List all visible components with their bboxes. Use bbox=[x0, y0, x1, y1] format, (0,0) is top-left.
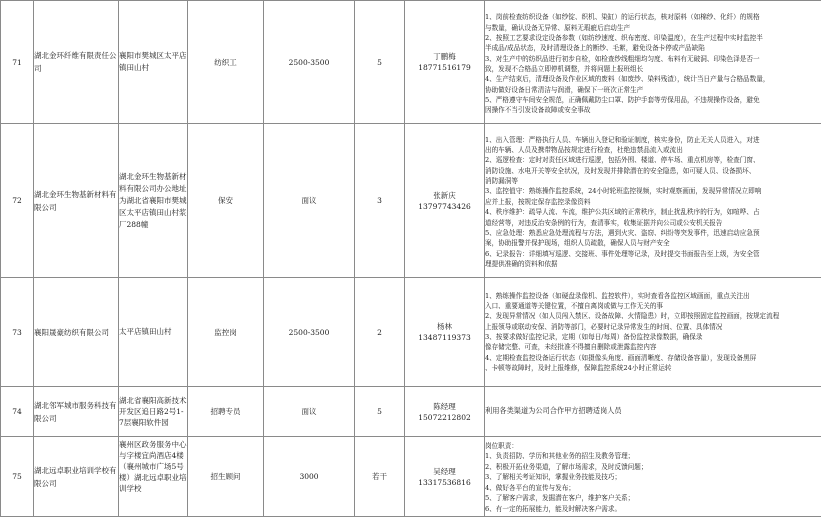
duty-line: 因操作不当引发设备故障或安全事故 bbox=[485, 105, 821, 115]
duty-line: 应并上报，按规定保存监控录像资料 bbox=[485, 197, 821, 207]
duty-line: 半成品/成品状态，及时清理设备上的断纱、毛絮，避免设备卡停或产品缺陷 bbox=[485, 43, 821, 53]
work-address: 湖北省襄阳高新技术开发区追日路2号1-7层襄阳软件园 bbox=[119, 387, 188, 437]
duty-line: 4、生产结束后，清理设备及作业区域的废料（如废纱、染料残渣），统计当日产量与合格品数量， bbox=[485, 74, 821, 84]
duty-line: 消防漏洞等 bbox=[485, 176, 821, 186]
duty-line: 5、应急处理：熟悉应急处理流程与方法，遇到火灾、盗窃、纠纷等突发事件，迅速启动应急预 bbox=[485, 228, 821, 238]
contact bbox=[405, 387, 485, 437]
contact-name: 张新庆 bbox=[405, 190, 484, 201]
company-name: 湖北邻军城市服务科技有限公司 bbox=[34, 387, 119, 437]
duty-line: 6、记录报告：详细填写巡逻、交接班、事件处理等记录，及时提交书面报告至上级，为安全管 bbox=[485, 249, 821, 259]
work-address: 襄州区政务服务中心与字楼宜尚酒店4楼（襄州城市广场5号楼）湖北远卓职业培训学校 bbox=[119, 437, 188, 517]
duty-line: 消防设施、水电开关等安全状况，及时发现并排除潜在的安全隐患，如可疑人员、设备损坏、 bbox=[485, 166, 821, 176]
duty-line: 致，发现不合格品立即停机调整，并将问题上报班组长 bbox=[485, 64, 821, 74]
job-title: 纺织工 bbox=[188, 1, 264, 124]
job-duties bbox=[485, 437, 821, 517]
contact-name: 吴经理 bbox=[405, 466, 484, 477]
duty-line: 2、发现异常情况（如人员闯入禁区、设备故障、火情隐患）时，立即按照固定监控画面，按规定流程 bbox=[485, 311, 821, 321]
duty-line: 1、熟练操作监控设备（如硬盘录像机、监控软件），实时查看各监控区域画面，重点关注出 bbox=[485, 291, 821, 301]
table-row bbox=[1, 1, 821, 124]
contact bbox=[405, 124, 485, 278]
duty-line: 岗位职责： bbox=[485, 441, 821, 452]
salary: 2500-3500 bbox=[264, 278, 355, 387]
headcount: 5 bbox=[355, 1, 405, 124]
table-row bbox=[1, 124, 821, 278]
duty-line: 1、负责招防、学历和其他业务的招生及教务管理； bbox=[485, 451, 821, 462]
duty-line: 4、定期检查监控设备运行状态（如摄像头角度、画面清晰度、存储设备容量），发现设备黑屏 bbox=[485, 353, 821, 363]
job-title: 招生顾问 bbox=[188, 437, 264, 517]
table-row bbox=[1, 278, 821, 387]
work-address: 太平店镇田山村 bbox=[119, 278, 188, 387]
salary: 面议 bbox=[264, 124, 355, 278]
duty-line: 2、按照工艺要求设定设备参数（如纺纱速度、织布密度、印染温度），在生产过程中实时监控半 bbox=[485, 33, 821, 43]
contact bbox=[405, 278, 485, 387]
duty-line: 、卡顿等故障时，及时上报维修，保障监控系统24小时正常运转 bbox=[485, 363, 821, 373]
job-duties bbox=[485, 124, 821, 278]
headcount: 2 bbox=[355, 278, 405, 387]
duty-line: 4、做好各平台的宣传与发布； bbox=[485, 483, 821, 494]
table-row bbox=[1, 437, 821, 517]
table-row bbox=[1, 387, 821, 437]
row-number: 72 bbox=[1, 124, 34, 278]
job-duties bbox=[485, 278, 821, 387]
headcount: 3 bbox=[355, 124, 405, 278]
contact-name: 丁鹏梅 bbox=[405, 51, 484, 62]
contact-phone: 13487119373 bbox=[405, 332, 484, 343]
row-number: 73 bbox=[1, 278, 34, 387]
row-number: 71 bbox=[1, 1, 34, 124]
duty-line: 5、严格遵守车间安全规范，正确佩戴防尘口罩、防护手套等劳保用品，不违规操作设备，避免 bbox=[485, 95, 821, 105]
salary: 3000 bbox=[264, 437, 355, 517]
salary: 面议 bbox=[264, 387, 355, 437]
duty-line: 理提供准确的资料和依据 bbox=[485, 259, 821, 269]
contact-name: 陈经理 bbox=[405, 401, 484, 412]
duty-line: 像存储完整、可查，未经批准不得擅自删除或泄露监控内容 bbox=[485, 342, 821, 352]
row-number: 74 bbox=[1, 387, 34, 437]
contact-phone: 15072212802 bbox=[405, 412, 484, 423]
work-address: 襄阳市樊城区太平店镇田山村 bbox=[119, 1, 188, 124]
company-name: 襄阳晟豪纺织有限公司 bbox=[34, 278, 119, 387]
duty-line: 出的车辆、人员及携带物品按规定进行检查，杜绝违禁品流入或流出 bbox=[485, 145, 821, 155]
job-title: 监控岗 bbox=[188, 278, 264, 387]
contact-phone: 18771516179 bbox=[405, 62, 484, 73]
duty-line: 4、秩序维护：疏导人流、车流，维护公共区域的正常秩序，制止扰乱秩序的行为，如喧哗、占 bbox=[485, 207, 821, 217]
duty-line: 3、按要求做好监控记录，定期（如每日/每周）备份监控录像数据，确保录 bbox=[485, 332, 821, 342]
duty-line: 3、监控值守：熟练操作监控系统，24小时轮班监控视频，实时观察画面，发现异常情况立即响 bbox=[485, 186, 821, 196]
duty-line: 协助做好设备日常清洁与润滑，确保下一班次正常生产 bbox=[485, 85, 821, 95]
company-name: 湖北金环生物基新材料有限公司 bbox=[34, 124, 119, 278]
job-title: 保安 bbox=[188, 124, 264, 278]
contact bbox=[405, 1, 485, 124]
contact-phone: 13317536816 bbox=[405, 477, 484, 488]
duty-line: 上报领导或联动安保、消防等部门，必要时记录异常发生的时间、位置、具体情况 bbox=[485, 322, 821, 332]
duty-line: 入口、重要通道等关键位置，不擅自离岗或做与工作无关的事 bbox=[485, 301, 821, 311]
job-duties bbox=[485, 387, 821, 437]
contact-name: 杨林 bbox=[405, 321, 484, 332]
duty-line: 案，协助报警并保护现场，组织人员疏散，确保人员与财产安全 bbox=[485, 238, 821, 248]
duty-line: 1、岗前检查纺织设备（如纱锭、织机、染缸）的运行状态，核对原料（如棉纱、化纤）的规格 bbox=[485, 12, 821, 22]
salary: 2500-3500 bbox=[264, 1, 355, 124]
duty-line: 道经营等，对违反治安条例的行为，查清事实，收集证据并向公司或公安机关报告 bbox=[485, 218, 821, 228]
duty-line: 与数量，确认设备无异常、原料无瑕疵后启动生产 bbox=[485, 23, 821, 33]
headcount: 若干 bbox=[355, 437, 405, 517]
duty-line: 2、积极开拓业务渠道，了解市场需求，及时反馈问题； bbox=[485, 462, 821, 473]
duty-line: 3、了解相关考证知识，掌握业务技能及技巧； bbox=[485, 472, 821, 483]
duty-line: 6、有一定的拓展能力，能及时解决客户需求。 bbox=[485, 504, 821, 515]
duty-line: 3、对生产中的纺织品进行初步自检，如检查纱线粗细均匀度、布料有无破洞、印染色泽是否一 bbox=[485, 54, 821, 64]
contact bbox=[405, 437, 485, 517]
headcount: 5 bbox=[355, 387, 405, 437]
duty-line: 1、出入管理：严格执行人员、车辆出入登记和验证制度，核实身份，防止无关人员进入，对进 bbox=[485, 135, 821, 145]
duty-line: 5、了解客户需求，发掘潜在客户，维护客户关系； bbox=[485, 493, 821, 504]
work-address: 湖北金环生物基新材料有限公司办公地址为湖北省襄阳市樊城区太平店镇田山村浆厂288幢 bbox=[119, 124, 188, 278]
duty-line: 2、巡逻检查：定时对责任区域进行巡逻，包括外围、楼道、停车场、重点机房等，检查门窗、 bbox=[485, 155, 821, 165]
job-title: 招聘专员 bbox=[188, 387, 264, 437]
row-number: 75 bbox=[1, 437, 34, 517]
contact-phone: 13797743426 bbox=[405, 201, 484, 212]
duty-line: 利用各类渠道为公司合作甲方招聘适岗人员 bbox=[485, 406, 821, 416]
company-name: 湖北远卓职业培训学校有限公司 bbox=[34, 437, 119, 517]
job-duties bbox=[485, 1, 821, 124]
company-name: 湖北金环纤维有限责任公司 bbox=[34, 1, 119, 124]
